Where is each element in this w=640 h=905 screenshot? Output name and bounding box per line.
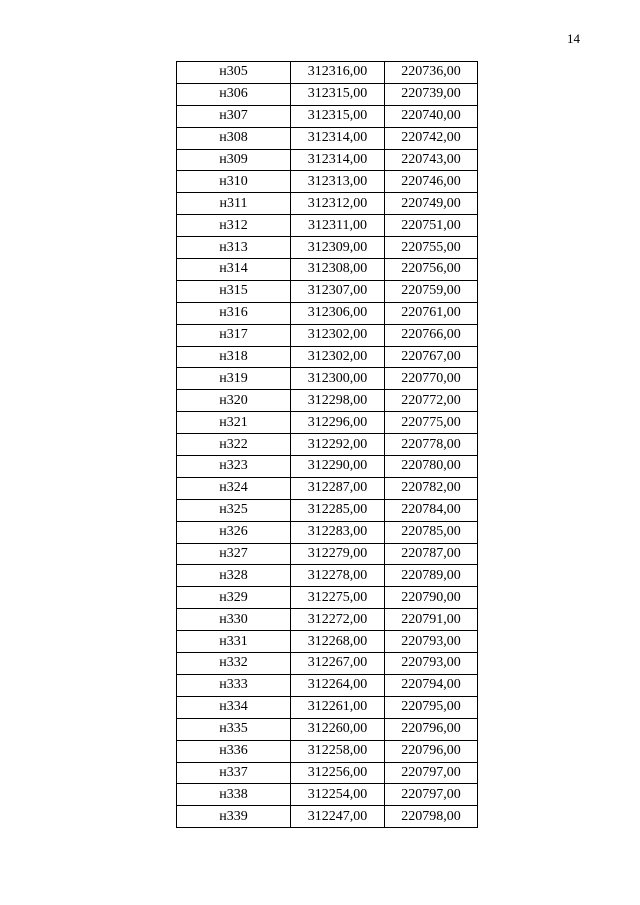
x-coordinate-cell: 312313,00 <box>291 171 385 193</box>
y-coordinate-cell: 220756,00 <box>385 259 478 281</box>
table-row <box>177 806 478 828</box>
coordinates-table-body <box>177 62 478 828</box>
y-coordinate-cell: 220740,00 <box>385 105 478 127</box>
table-row <box>177 543 478 565</box>
x-coordinate-cell: 312302,00 <box>291 346 385 368</box>
y-coordinate-cell: 220772,00 <box>385 390 478 412</box>
table-row <box>177 149 478 171</box>
coordinates-table <box>176 61 478 828</box>
x-coordinate-cell: 312306,00 <box>291 302 385 324</box>
y-coordinate-cell: 220770,00 <box>385 368 478 390</box>
table-row <box>177 193 478 215</box>
point-id-cell: н339 <box>177 806 291 828</box>
table-row <box>177 62 478 84</box>
x-coordinate-cell: 312300,00 <box>291 368 385 390</box>
point-id-cell: н317 <box>177 324 291 346</box>
table-row <box>177 280 478 302</box>
point-id-cell: н337 <box>177 762 291 784</box>
x-coordinate-cell: 312261,00 <box>291 696 385 718</box>
point-id-cell: н308 <box>177 127 291 149</box>
y-coordinate-cell: 220787,00 <box>385 543 478 565</box>
x-coordinate-cell: 312258,00 <box>291 740 385 762</box>
x-coordinate-cell: 312296,00 <box>291 412 385 434</box>
y-coordinate-cell: 220775,00 <box>385 412 478 434</box>
table-row <box>177 784 478 806</box>
table-row <box>177 237 478 259</box>
y-coordinate-cell: 220790,00 <box>385 587 478 609</box>
x-coordinate-cell: 312287,00 <box>291 477 385 499</box>
table-row <box>177 259 478 281</box>
y-coordinate-cell: 220784,00 <box>385 499 478 521</box>
point-id-cell: н311 <box>177 193 291 215</box>
point-id-cell: н336 <box>177 740 291 762</box>
x-coordinate-cell: 312315,00 <box>291 83 385 105</box>
y-coordinate-cell: 220795,00 <box>385 696 478 718</box>
table-row <box>177 587 478 609</box>
point-id-cell: н328 <box>177 565 291 587</box>
x-coordinate-cell: 312298,00 <box>291 390 385 412</box>
table-row <box>177 127 478 149</box>
table-row <box>177 456 478 478</box>
x-coordinate-cell: 312278,00 <box>291 565 385 587</box>
point-id-cell: н334 <box>177 696 291 718</box>
y-coordinate-cell: 220742,00 <box>385 127 478 149</box>
point-id-cell: н327 <box>177 543 291 565</box>
table-row <box>177 434 478 456</box>
point-id-cell: н338 <box>177 784 291 806</box>
y-coordinate-cell: 220793,00 <box>385 653 478 675</box>
y-coordinate-cell: 220791,00 <box>385 609 478 631</box>
table-row <box>177 477 478 499</box>
table-row <box>177 83 478 105</box>
point-id-cell: н315 <box>177 280 291 302</box>
x-coordinate-cell: 312254,00 <box>291 784 385 806</box>
point-id-cell: н305 <box>177 62 291 84</box>
x-coordinate-cell: 312268,00 <box>291 631 385 653</box>
x-coordinate-cell: 312307,00 <box>291 280 385 302</box>
x-coordinate-cell: 312315,00 <box>291 105 385 127</box>
point-id-cell: н307 <box>177 105 291 127</box>
y-coordinate-cell: 220766,00 <box>385 324 478 346</box>
x-coordinate-cell: 312308,00 <box>291 259 385 281</box>
x-coordinate-cell: 312285,00 <box>291 499 385 521</box>
y-coordinate-cell: 220743,00 <box>385 149 478 171</box>
x-coordinate-cell: 312283,00 <box>291 521 385 543</box>
point-id-cell: н326 <box>177 521 291 543</box>
table-row <box>177 609 478 631</box>
y-coordinate-cell: 220797,00 <box>385 762 478 784</box>
point-id-cell: н323 <box>177 456 291 478</box>
x-coordinate-cell: 312311,00 <box>291 215 385 237</box>
x-coordinate-cell: 312292,00 <box>291 434 385 456</box>
y-coordinate-cell: 220780,00 <box>385 456 478 478</box>
x-coordinate-cell: 312314,00 <box>291 127 385 149</box>
table-row <box>177 762 478 784</box>
table-row <box>177 674 478 696</box>
table-row <box>177 521 478 543</box>
y-coordinate-cell: 220796,00 <box>385 718 478 740</box>
point-id-cell: н331 <box>177 631 291 653</box>
table-row <box>177 412 478 434</box>
y-coordinate-cell: 220798,00 <box>385 806 478 828</box>
y-coordinate-cell: 220751,00 <box>385 215 478 237</box>
y-coordinate-cell: 220794,00 <box>385 674 478 696</box>
x-coordinate-cell: 312264,00 <box>291 674 385 696</box>
point-id-cell: н329 <box>177 587 291 609</box>
table-row <box>177 390 478 412</box>
y-coordinate-cell: 220736,00 <box>385 62 478 84</box>
point-id-cell: н310 <box>177 171 291 193</box>
page-number: 14 <box>567 31 580 46</box>
table-row <box>177 740 478 762</box>
table-row <box>177 631 478 653</box>
y-coordinate-cell: 220796,00 <box>385 740 478 762</box>
x-coordinate-cell: 312309,00 <box>291 237 385 259</box>
point-id-cell: н320 <box>177 390 291 412</box>
table-row <box>177 302 478 324</box>
point-id-cell: н312 <box>177 215 291 237</box>
point-id-cell: н324 <box>177 477 291 499</box>
y-coordinate-cell: 220739,00 <box>385 83 478 105</box>
table-row <box>177 324 478 346</box>
x-coordinate-cell: 312272,00 <box>291 609 385 631</box>
x-coordinate-cell: 312247,00 <box>291 806 385 828</box>
point-id-cell: н313 <box>177 237 291 259</box>
x-coordinate-cell: 312275,00 <box>291 587 385 609</box>
x-coordinate-cell: 312260,00 <box>291 718 385 740</box>
y-coordinate-cell: 220755,00 <box>385 237 478 259</box>
table-row <box>177 696 478 718</box>
point-id-cell: н319 <box>177 368 291 390</box>
y-coordinate-cell: 220797,00 <box>385 784 478 806</box>
y-coordinate-cell: 220746,00 <box>385 171 478 193</box>
x-coordinate-cell: 312314,00 <box>291 149 385 171</box>
table-row <box>177 346 478 368</box>
x-coordinate-cell: 312302,00 <box>291 324 385 346</box>
point-id-cell: н325 <box>177 499 291 521</box>
y-coordinate-cell: 220789,00 <box>385 565 478 587</box>
table-row <box>177 215 478 237</box>
point-id-cell: н314 <box>177 259 291 281</box>
table-row <box>177 105 478 127</box>
y-coordinate-cell: 220785,00 <box>385 521 478 543</box>
y-coordinate-cell: 220778,00 <box>385 434 478 456</box>
y-coordinate-cell: 220749,00 <box>385 193 478 215</box>
point-id-cell: н332 <box>177 653 291 675</box>
point-id-cell: н322 <box>177 434 291 456</box>
x-coordinate-cell: 312316,00 <box>291 62 385 84</box>
x-coordinate-cell: 312256,00 <box>291 762 385 784</box>
y-coordinate-cell: 220793,00 <box>385 631 478 653</box>
table-row <box>177 171 478 193</box>
x-coordinate-cell: 312312,00 <box>291 193 385 215</box>
point-id-cell: н318 <box>177 346 291 368</box>
x-coordinate-cell: 312290,00 <box>291 456 385 478</box>
table-row <box>177 499 478 521</box>
point-id-cell: н333 <box>177 674 291 696</box>
table-row <box>177 368 478 390</box>
x-coordinate-cell: 312279,00 <box>291 543 385 565</box>
x-coordinate-cell: 312267,00 <box>291 653 385 675</box>
point-id-cell: н321 <box>177 412 291 434</box>
y-coordinate-cell: 220761,00 <box>385 302 478 324</box>
y-coordinate-cell: 220759,00 <box>385 280 478 302</box>
table-row <box>177 718 478 740</box>
point-id-cell: н335 <box>177 718 291 740</box>
point-id-cell: н316 <box>177 302 291 324</box>
table-row <box>177 653 478 675</box>
table-row <box>177 565 478 587</box>
y-coordinate-cell: 220767,00 <box>385 346 478 368</box>
y-coordinate-cell: 220782,00 <box>385 477 478 499</box>
point-id-cell: н306 <box>177 83 291 105</box>
point-id-cell: н330 <box>177 609 291 631</box>
point-id-cell: н309 <box>177 149 291 171</box>
